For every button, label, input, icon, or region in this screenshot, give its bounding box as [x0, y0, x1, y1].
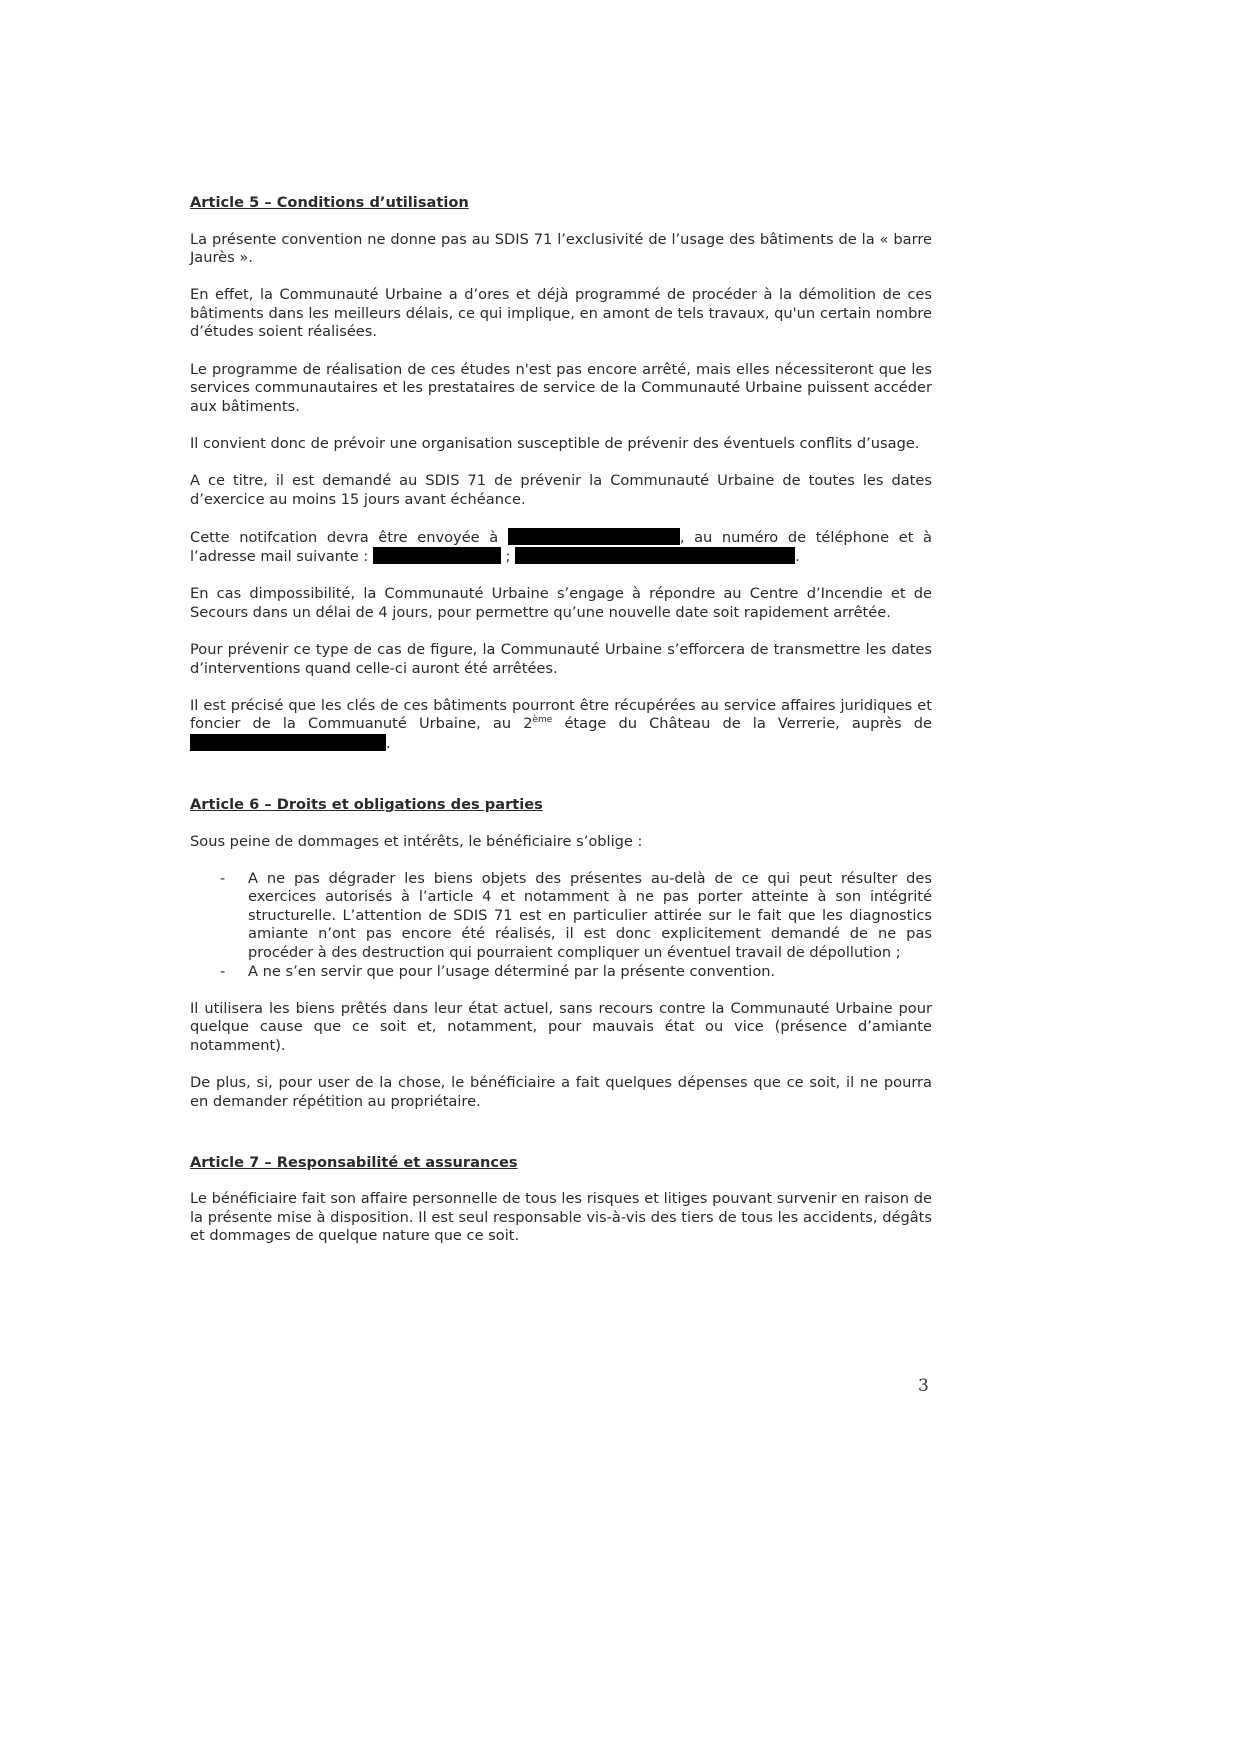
article-spacer: [190, 1130, 932, 1154]
keys-text-end: .: [386, 734, 391, 752]
article-5-paragraph-9: [190, 697, 932, 754]
article-5-paragraph-2: En effet, la Communauté Urbaine a d’ores et déjà programmé de procéder à la démolition de ces bâtiments dans les meilleurs délais, ce qui implique, en amont de tels travaux, qu'un certain nombre d’études soient réalisées.: [190, 286, 932, 341]
article-6-obligations-list: [190, 870, 932, 982]
list-item: [190, 870, 932, 963]
floor-superscript: ème: [532, 715, 553, 726]
article-5-paragraph-7: En cas dimpossibilité, la Communauté Urbaine s’engage à répondre au Centre d’Incendie et de Secours dans un délai de 4 jours, pour permettre qu’une nouvelle date soit rapidement arrêtée.: [190, 585, 932, 621]
article-6-paragraph-3: De plus, si, pour user de la chose, le bénéficiaire a fait quelques dépenses que ce soit, il ne pourra en demander répétition au propriétaire.: [190, 1074, 932, 1110]
notification-text-start: Cette notifcation devra être envoyée à: [190, 528, 508, 546]
article-5-paragraph-1: La présente convention ne donne pas au SDIS 71 l’exclusivité de l’usage des bâtiments de la « barre Jaurès ».: [190, 230, 932, 267]
list-item-text: A ne s’en servir que pour l’usage déterminé par la présente convention.: [248, 962, 776, 980]
article-5-paragraph-3: Le programme de réalisation de ces études n'est pas encore arrêté, mais elles nécessiteront que les services communautaires et les prestataires de service de la Communauté Urbaine puissent accéder aux bâtiments.: [190, 360, 932, 415]
redacted-block: [515, 547, 795, 564]
list-item-text: A ne pas dégrader les biens objets des présentes au-delà de ce qui peut résulter des exercices autorisés à l’article 4 et notamment à ne pas porter atteinte à son intégrité structurelle. L’attention de SDIS 71 est en particulier attirée sur le fait que les diagnostics amiante n’ont pas encore été réalisés, il est donc explicitement demandé de ne pas procéder à des destruction qui pourraient compliquer un éventuel travail de dépollution ;: [248, 869, 932, 962]
article-5-paragraph-6: [190, 528, 932, 567]
redacted-block: [508, 528, 680, 545]
article-5-paragraph-8: Pour prévenir ce type de cas de figure, la Communauté Urbaine s’efforcera de transmettre les dates d’interventions quand celle-ci auront été arrêtées.: [190, 641, 932, 677]
article-5-paragraph-5: A ce titre, il est demandé au SDIS 71 de prévenir la Communauté Urbaine de toutes les dates d’exercice au moins 15 jours avant échéance.: [190, 471, 932, 508]
list-item: [190, 963, 932, 982]
page-number: 3: [918, 1376, 929, 1396]
article-7-paragraph-1: Le bénéficiaire fait son affaire personnelle de tous les risques et litiges pouvant survenir en raison de la présente mise à disposition. Il est seul responsable vis-à-vis des tiers de tous les accidents, dégâts et dommages de quelque nature que ce soit.: [190, 1190, 932, 1245]
redacted-block: [190, 734, 386, 751]
document-body: [190, 194, 932, 1265]
article-6-paragraph-2: Il utilisera les biens prêtés dans leur état actuel, sans recours contre la Communauté Urbaine pour quelque cause que ce soit et, notamment, pour mauvais état ou vice (présence d’amiante notamment).: [190, 999, 932, 1054]
redacted-block: [373, 547, 501, 564]
notification-text-middle: , au numéro de téléphone et à l’adresse mail suivante :: [190, 528, 932, 566]
article-spacer: [190, 772, 932, 796]
notification-text-separator: ;: [500, 548, 516, 566]
dash-bullet: -: [220, 869, 226, 887]
dash-bullet: -: [220, 962, 226, 980]
keys-text-middle: étage du Château de la Verrerie, auprès de: [552, 715, 932, 733]
article-5-title: Article 5 – Conditions d’utilisation: [190, 194, 469, 211]
article-6-title: Article 6 – Droits et obligations des parties: [190, 795, 543, 813]
keys-text-start: Il est précisé que les clés de ces bâtiments pourront être récupérées au service affaires juridiques et foncier de la Commuanuté Urbaine, au 2: [190, 696, 932, 733]
article-7-title: Article 7 – Responsabilité et assurances: [190, 1153, 518, 1171]
notification-text-end: .: [795, 548, 800, 566]
article-5-paragraph-4: Il convient donc de prévoir une organisation susceptible de prévenir des éventuels conflits d’usage.: [190, 434, 920, 452]
article-6-intro: Sous peine de dommages et intérêts, le bénéficiaire s’oblige :: [190, 832, 643, 850]
